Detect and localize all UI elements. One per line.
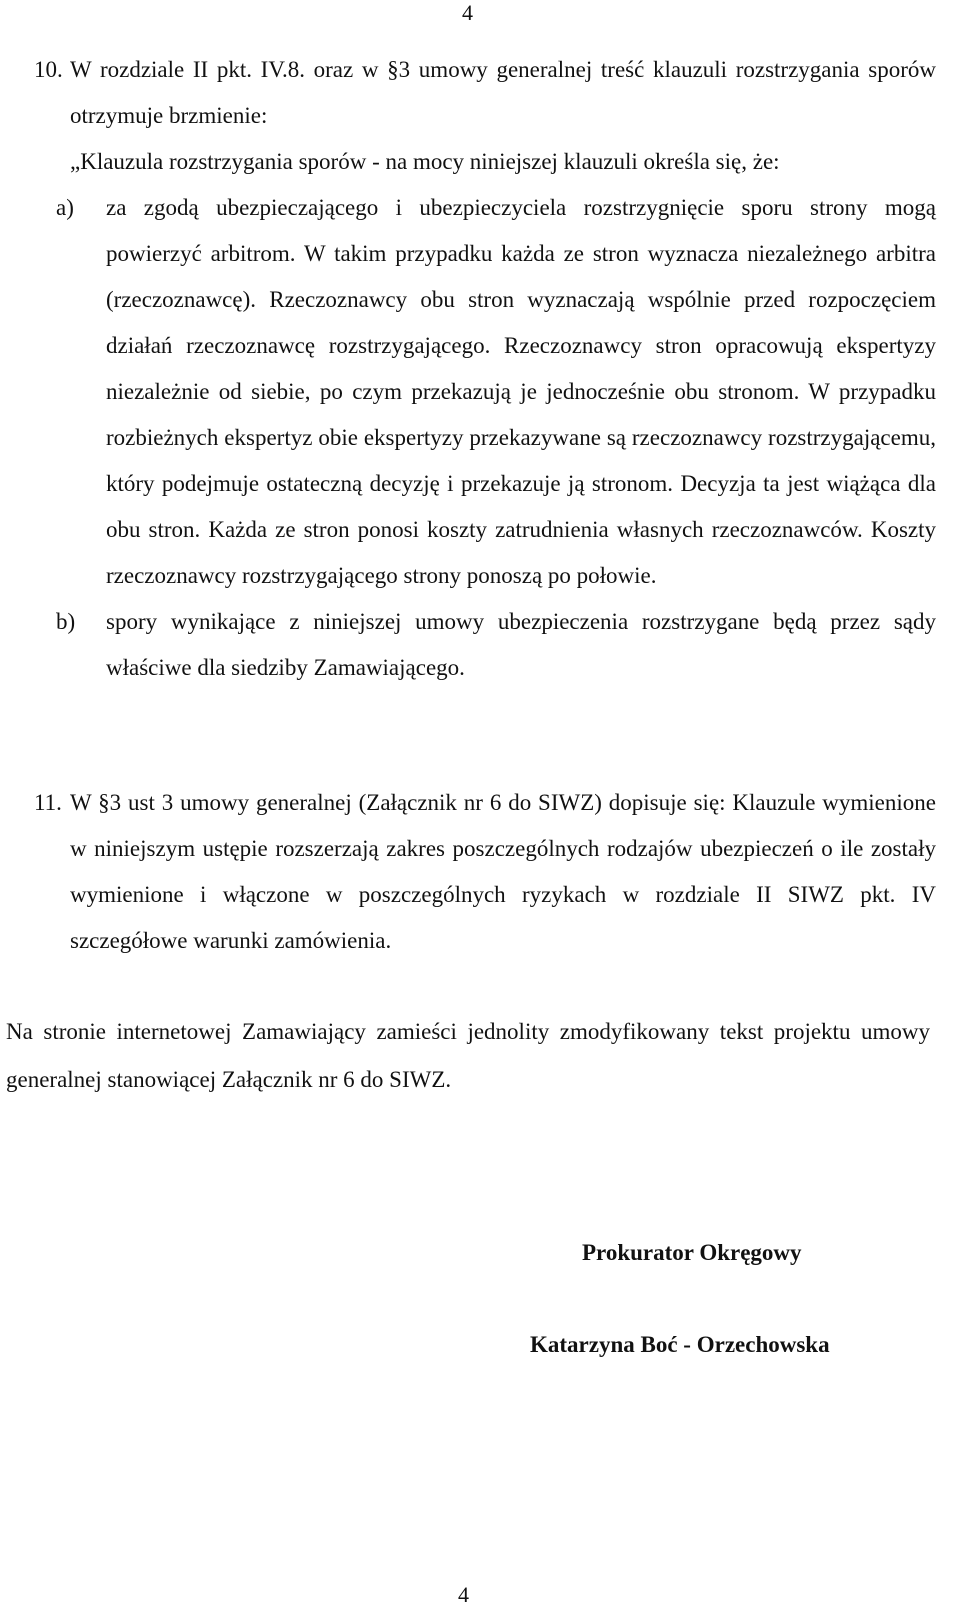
item-body — [70, 780, 936, 964]
signature-name: Katarzyna Boć - Orzechowska — [530, 1332, 830, 1357]
sub-item-letter: a) — [56, 195, 74, 220]
sub-item-text: spory wynikające z niniejszej umowy ubezpieczenia rozstrzygane będą przez sądy właściwe dla siedziby Zamawiającego. — [106, 609, 936, 680]
list-item-10 — [34, 47, 936, 691]
closing-paragraph: Na stronie internetowej Zamawiający zamieści jednolity zmodyfikowany tekst projektu umowy generalnej stanowiącej Załącznik nr 6 do SIWZ. — [6, 1019, 930, 1092]
sub-item-letter: b) — [56, 609, 76, 634]
item-body — [56, 47, 936, 691]
item-10-intro: W rozdziale II pkt. IV.8. oraz w §3 umowy generalnej treść klauzuli rozstrzygania sporów otrzymuje brzmienie: — [70, 57, 936, 128]
sub-item-b — [56, 599, 936, 691]
list-item-11 — [34, 780, 936, 964]
signature-title: Prokurator Okręgowy — [582, 1240, 802, 1265]
sub-item-text: za zgodą ubezpieczającego i ubezpieczyciela rozstrzygnięcie sporu strony mogą powierzyć arbitrom. W takim przypadku każda ze stron wyznacza niezależnego arbitra (rzeczoznawcę). Rzeczoznawcy obu stron wyznaczają wspólnie przed rozpoczęciem działań rzeczoznawcę rozstrzygającego. Rzeczoznawcy stron opracowują ekspertyzy niezależnie od siebie, po czym przekazują je jednocześnie obu stronom. W przypadku rozbieżnych ekspertyz obie ekspertyzy przekazywane są rzeczoznawcy rozstrzygającemu, który podejmuje ostateczną decyzję i przekazuje ją stronom. Decyzja ta jest wiążąca dla obu stron. Każda ze stron ponosi koszty zatrudnienia własnych rzeczoznawców. Koszty rzeczoznawcy rozstrzygającego strony ponoszą po połowie. — [106, 195, 936, 588]
page-number-bottom: 4 — [458, 1582, 469, 1607]
page-number-top: 4 — [462, 0, 473, 25]
item-10-clause-title: „Klauzula rozstrzygania sporów - na mocy niniejszej klauzuli określa się, że: — [70, 149, 780, 174]
item-number: 10. — [34, 57, 63, 82]
item-11-text: W §3 ust 3 umowy generalnej (Załącznik nr 6 do SIWZ) dopisuje się: Klauzule wymienione w niniejszym ustępie rozszerzają zakres poszczególnych rodzajów ubezpieczeń o ile zostały wymienione i włączone w poszczególnych ryzykach w rozdziale II SIWZ pkt. IV szczegółowe warunki zamówienia. — [70, 790, 936, 953]
item-number: 11. — [34, 790, 62, 815]
sub-item-a — [56, 185, 936, 599]
